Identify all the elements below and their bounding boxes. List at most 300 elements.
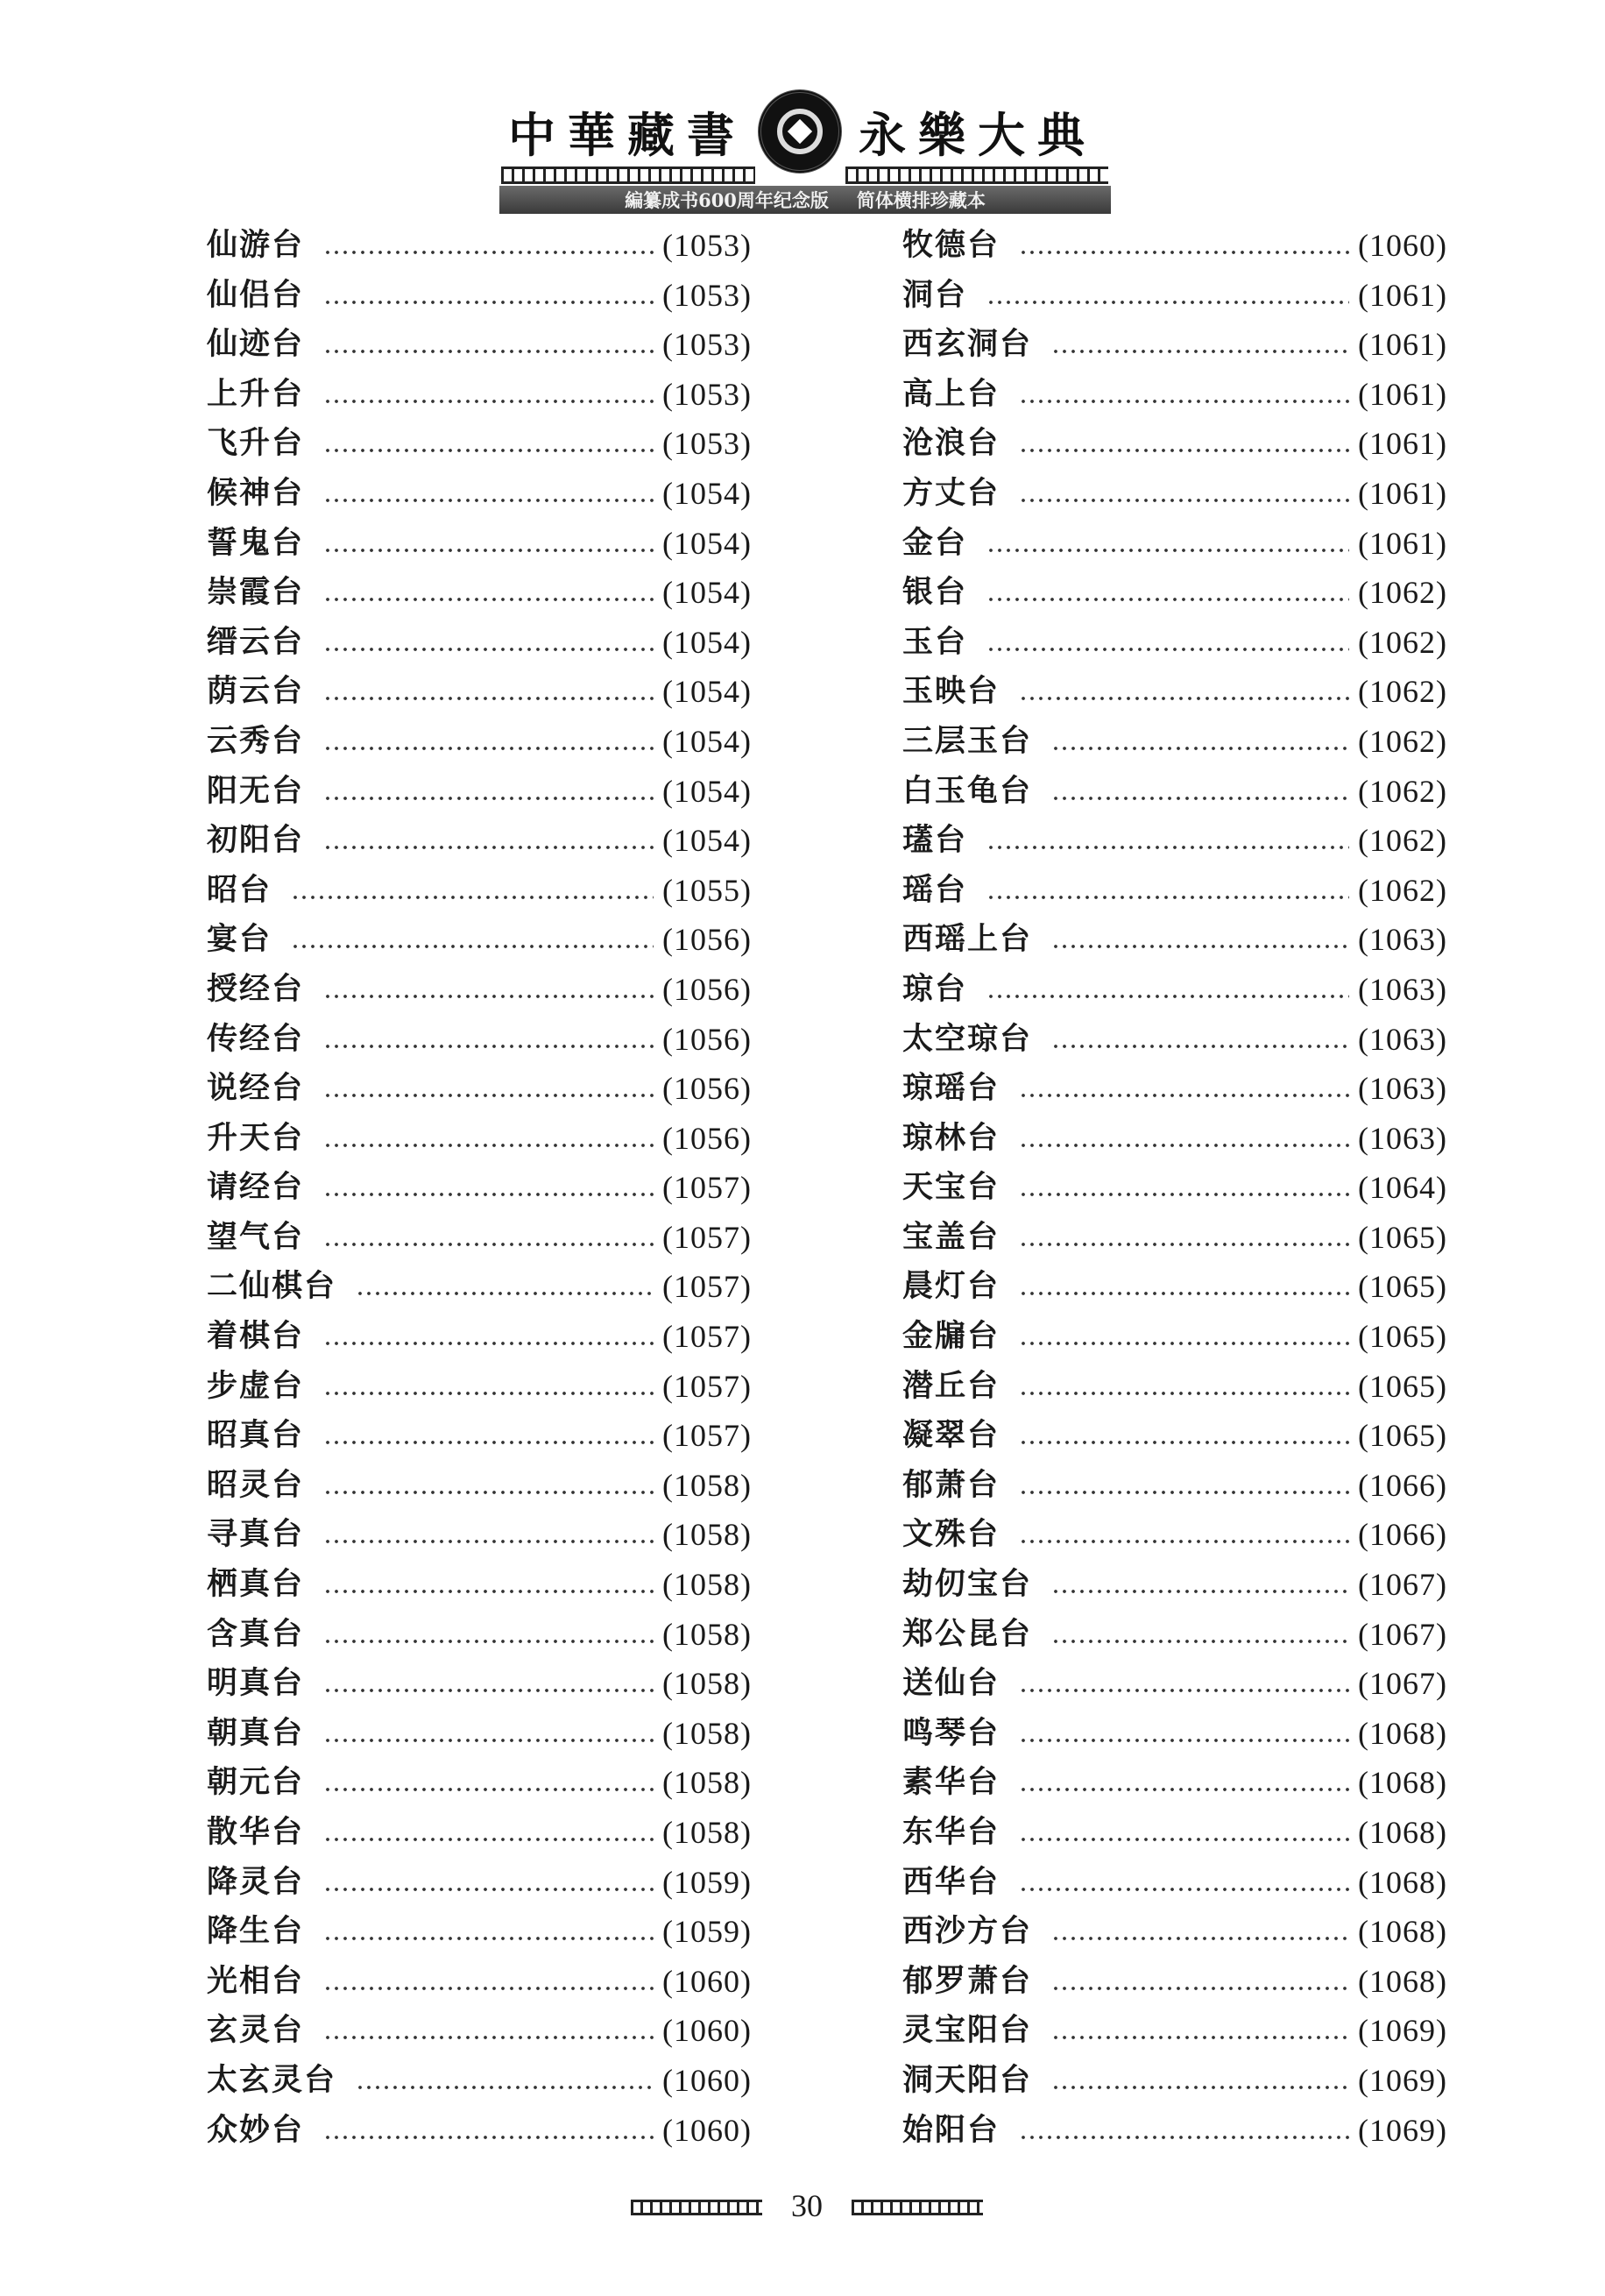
footer-fret-left <box>631 2200 762 2215</box>
index-entry <box>902 2006 1533 2056</box>
entry-page: (1057) <box>662 1368 752 1404</box>
entry-name: 升天台 <box>207 1119 305 1156</box>
entry-page: (1062) <box>1358 624 1447 660</box>
index-entry <box>902 1610 1533 1660</box>
entry-name: 高上台 <box>902 375 1000 412</box>
entry-page: (1065) <box>1358 1368 1447 1404</box>
index-column-right <box>902 221 1533 2155</box>
entry-page: (1061) <box>1358 327 1447 363</box>
index-entry <box>207 568 838 618</box>
entry-page: (1068) <box>1358 1765 1447 1801</box>
entry-name: 琼台 <box>902 970 968 1007</box>
entry-page: (1060) <box>662 2062 752 2098</box>
dot-leader <box>323 320 654 370</box>
index-entry <box>902 1312 1533 1362</box>
index-entry <box>902 1262 1533 1312</box>
footer-fret-right <box>852 2200 983 2215</box>
dot-leader <box>1019 667 1349 717</box>
index-entry <box>207 2006 838 2056</box>
entry-page: (1058) <box>662 1815 752 1850</box>
dot-leader <box>323 618 654 668</box>
entry-name: 西华台 <box>902 1863 1000 1900</box>
dot-leader <box>291 866 654 916</box>
entry-page: (1056) <box>662 1021 752 1057</box>
entry-name: 昭真台 <box>207 1417 305 1454</box>
index-entry <box>207 717 838 767</box>
index-entry <box>902 767 1533 817</box>
entry-page: (1069) <box>1358 2013 1447 2049</box>
dot-leader <box>356 1262 654 1312</box>
entry-page: (1057) <box>662 1170 752 1206</box>
entry-name: 郁罗萧台 <box>902 1962 1033 1999</box>
dot-leader <box>1051 2006 1349 2056</box>
entry-page: (1057) <box>662 1319 752 1355</box>
dot-leader <box>323 370 654 420</box>
entry-page: (1065) <box>1358 1418 1447 1454</box>
entry-name: 送仙台 <box>902 1665 1000 1702</box>
index-entry <box>207 1709 838 1759</box>
entry-name: 朝元台 <box>207 1764 305 1801</box>
index-entry <box>207 1758 838 1808</box>
entry-page: (1058) <box>662 1666 752 1702</box>
index-entry <box>207 2106 838 2156</box>
entry-page: (1062) <box>1358 723 1447 759</box>
entry-page: (1058) <box>662 1467 752 1503</box>
entry-page: (1053) <box>662 327 752 363</box>
entry-name: 说经台 <box>207 1070 305 1107</box>
entry-name: 栖真台 <box>207 1566 305 1603</box>
dot-leader <box>323 1858 654 1908</box>
index-entry <box>902 717 1533 767</box>
dot-leader <box>323 1610 654 1660</box>
dot-leader <box>1019 1312 1349 1362</box>
entry-name: 玉台 <box>902 623 968 660</box>
index-entry <box>207 1064 838 1114</box>
entry-name: 金台 <box>902 524 968 561</box>
dot-leader <box>323 419 654 469</box>
entry-name: 琼林台 <box>902 1119 1000 1156</box>
entry-page: (1053) <box>662 426 752 462</box>
entry-page: (1058) <box>662 1567 752 1603</box>
dot-leader <box>323 667 654 717</box>
entry-page: (1053) <box>662 376 752 412</box>
entry-name: 散华台 <box>207 1814 305 1850</box>
edition-banner <box>499 186 1111 214</box>
dot-leader <box>986 618 1349 668</box>
dot-leader <box>1051 915 1349 965</box>
fret-border-right <box>845 167 1108 184</box>
entry-name: 凝翠台 <box>902 1417 1000 1454</box>
dot-leader <box>323 1957 654 2007</box>
index-entry <box>207 767 838 817</box>
index-entry <box>902 1808 1533 1858</box>
index-entry <box>207 1907 838 1957</box>
index-entry <box>902 2056 1533 2106</box>
index-entry <box>902 568 1533 618</box>
dot-leader <box>1019 1858 1349 1908</box>
dot-leader <box>1019 1163 1349 1213</box>
dot-leader <box>323 1709 654 1759</box>
index-entry <box>207 1114 838 1164</box>
index-entry <box>207 1362 838 1412</box>
index-entry <box>207 1312 838 1362</box>
entry-name: 仙游台 <box>207 227 305 263</box>
entry-page: (1058) <box>662 1517 752 1553</box>
dot-leader <box>1051 1560 1349 1610</box>
entry-name: 昭台 <box>207 871 272 908</box>
entry-name: 降生台 <box>207 1913 305 1950</box>
dot-leader <box>323 519 654 569</box>
index-entry <box>207 1461 838 1511</box>
index-entry <box>902 271 1533 321</box>
index-entry <box>207 519 838 569</box>
entry-page: (1061) <box>1358 475 1447 511</box>
entry-name: 崇霞台 <box>207 574 305 611</box>
entry-page: (1068) <box>1358 1715 1447 1751</box>
entry-page: (1054) <box>662 723 752 759</box>
dot-leader <box>1019 1411 1349 1461</box>
dot-leader <box>323 1510 654 1560</box>
index-entry <box>207 469 838 519</box>
index-entry <box>902 519 1533 569</box>
dot-leader <box>323 1163 654 1213</box>
index-entry <box>207 1610 838 1660</box>
entry-page: (1065) <box>1358 1269 1447 1305</box>
dot-leader <box>323 221 654 271</box>
entry-name: 玉映台 <box>902 673 1000 710</box>
entry-page: (1069) <box>1358 2062 1447 2098</box>
dot-leader <box>1019 1213 1349 1263</box>
dot-leader <box>1051 320 1349 370</box>
entry-page: (1068) <box>1358 1963 1447 1999</box>
entry-name: 降灵台 <box>207 1863 305 1900</box>
entry-name: 西瑶上台 <box>902 921 1033 958</box>
entry-name: 请经台 <box>207 1169 305 1206</box>
entry-name: 西沙方台 <box>902 1913 1033 1950</box>
entry-name: 朝真台 <box>207 1714 305 1751</box>
entry-page: (1068) <box>1358 1914 1447 1950</box>
entry-page: (1054) <box>662 823 752 859</box>
entry-name: 飞升台 <box>207 425 305 462</box>
dot-leader <box>1019 370 1349 420</box>
dot-leader <box>986 965 1349 1015</box>
dot-leader <box>1019 1114 1349 1164</box>
entry-name: 望气台 <box>207 1218 305 1255</box>
entry-page: (1054) <box>662 475 752 511</box>
entry-page: (1059) <box>662 1864 752 1900</box>
index-entry <box>207 1858 838 1908</box>
entry-name: 仙迹台 <box>207 326 305 363</box>
entry-page: (1066) <box>1358 1467 1447 1503</box>
index-entry <box>902 1907 1533 1957</box>
dot-leader <box>323 1461 654 1511</box>
entry-page: (1054) <box>662 773 752 809</box>
index-entry <box>207 1659 838 1709</box>
index-entry <box>902 469 1533 519</box>
entry-page: (1061) <box>1358 426 1447 462</box>
entry-name: 劫仞宝台 <box>902 1566 1033 1603</box>
index-entry <box>902 1858 1533 1908</box>
entry-page: (1057) <box>662 1219 752 1255</box>
entry-name: 步虚台 <box>207 1367 305 1404</box>
edition-subtitle: 简体横排珍藏本 <box>856 189 986 211</box>
entry-page: (1066) <box>1358 1517 1447 1553</box>
entry-name: 银台 <box>902 574 968 611</box>
dot-leader <box>1019 1510 1349 1560</box>
index-entry <box>207 221 838 271</box>
index-entry <box>207 419 838 469</box>
entry-page: (1058) <box>662 1765 752 1801</box>
entry-name: 灵宝阳台 <box>902 2012 1033 2049</box>
entry-page: (1058) <box>662 1616 752 1652</box>
index-entry <box>902 370 1533 420</box>
dot-leader <box>323 271 654 321</box>
entry-name: 上升台 <box>207 375 305 412</box>
entry-name: 晨灯台 <box>902 1268 1000 1305</box>
dot-leader <box>323 2006 654 2056</box>
dot-leader <box>323 1362 654 1412</box>
entry-name: 玄灵台 <box>207 2012 305 2049</box>
index-entry <box>902 1362 1533 1412</box>
entry-page: (1068) <box>1358 1864 1447 1900</box>
dot-leader <box>323 1213 654 1263</box>
dot-leader <box>356 2056 654 2106</box>
entry-page: (1057) <box>662 1269 752 1305</box>
entry-page: (1056) <box>662 922 752 958</box>
index-entry <box>902 866 1533 916</box>
entry-name: 光相台 <box>207 1962 305 1999</box>
entry-name: 琼瑶台 <box>902 1070 1000 1107</box>
dot-leader <box>1019 1758 1349 1808</box>
entry-name: 瑶台 <box>902 871 968 908</box>
entry-page: (1062) <box>1358 575 1447 611</box>
index-entry <box>902 1114 1533 1164</box>
entry-name: 洞台 <box>902 276 968 313</box>
index-entry <box>207 1015 838 1065</box>
entry-name: 洞天阳台 <box>902 2061 1033 2098</box>
dot-leader <box>323 1312 654 1362</box>
dot-leader <box>1051 2056 1349 2106</box>
index-entry <box>207 2056 838 2106</box>
dot-leader <box>323 1808 654 1858</box>
entry-page: (1062) <box>1358 674 1447 710</box>
index-entry <box>902 1957 1533 2007</box>
dot-leader <box>1019 469 1349 519</box>
entry-name: 宴台 <box>207 921 272 958</box>
edition-label: 編纂成书600周年纪念版 <box>625 189 829 211</box>
index-entry <box>207 816 838 866</box>
entry-name: 初阳台 <box>207 822 305 859</box>
coin-emblem-icon <box>758 89 842 174</box>
entry-page: (1056) <box>662 1120 752 1156</box>
dot-leader <box>1019 1709 1349 1759</box>
entry-name: 二仙棋台 <box>207 1268 337 1305</box>
entry-name: 瓂台 <box>902 822 968 859</box>
page-header <box>491 88 1113 211</box>
dot-leader <box>986 519 1349 569</box>
entry-page: (1060) <box>662 2112 752 2148</box>
index-entry <box>207 618 838 668</box>
entry-name: 仙侣台 <box>207 276 305 313</box>
index-entry <box>207 320 838 370</box>
entry-page: (1068) <box>1358 1815 1447 1850</box>
entry-page: (1065) <box>1358 1319 1447 1355</box>
entry-name: 候神台 <box>207 474 305 511</box>
entry-name: 太玄灵台 <box>207 2061 337 2098</box>
entry-page: (1062) <box>1358 823 1447 859</box>
entry-page: (1057) <box>662 1418 752 1454</box>
dot-leader <box>323 1411 654 1461</box>
entry-name: 沧浪台 <box>902 425 1000 462</box>
dot-leader <box>1019 419 1349 469</box>
entry-page: (1055) <box>662 872 752 908</box>
entry-page: (1054) <box>662 525 752 561</box>
index-entry <box>902 1015 1533 1065</box>
entry-page: (1067) <box>1358 1567 1447 1603</box>
entry-page: (1069) <box>1358 2112 1447 2148</box>
entry-page: (1062) <box>1358 773 1447 809</box>
index-entry <box>902 1163 1533 1213</box>
index-entry <box>902 816 1533 866</box>
entry-name: 方丈台 <box>902 474 1000 511</box>
dot-leader <box>323 1560 654 1610</box>
dot-leader <box>323 1758 654 1808</box>
entry-name: 着棋台 <box>207 1318 305 1355</box>
index-entry <box>902 1510 1533 1560</box>
index-entry <box>207 1510 838 1560</box>
index-entry <box>207 1560 838 1610</box>
dot-leader <box>1019 1461 1349 1511</box>
entry-page: (1061) <box>1358 525 1447 561</box>
dot-leader <box>1051 1015 1349 1065</box>
entry-page: (1053) <box>662 277 752 313</box>
dot-leader <box>1051 1610 1349 1660</box>
entry-name: 云秀台 <box>207 722 305 759</box>
entry-page: (1056) <box>662 971 752 1007</box>
index-entry <box>902 1709 1533 1759</box>
index-entry <box>207 1411 838 1461</box>
dot-leader <box>323 717 654 767</box>
index-entry <box>902 965 1533 1015</box>
index-entry <box>902 320 1533 370</box>
entry-name: 素华台 <box>902 1764 1000 1801</box>
entry-name: 太空琼台 <box>902 1020 1033 1057</box>
index-entry <box>207 1808 838 1858</box>
entry-name: 明真台 <box>207 1665 305 1702</box>
dot-leader <box>323 469 654 519</box>
index-entry <box>902 419 1533 469</box>
entry-name: 宝盖台 <box>902 1218 1000 1255</box>
dot-leader <box>1019 2106 1349 2156</box>
index-entry <box>902 667 1533 717</box>
entry-page: (1060) <box>1358 228 1447 263</box>
dot-leader <box>1019 1064 1349 1114</box>
index-entry <box>902 221 1533 271</box>
entry-page: (1063) <box>1358 1071 1447 1107</box>
dot-leader <box>1019 1808 1349 1858</box>
dot-leader <box>323 1659 654 1709</box>
dot-leader <box>323 965 654 1015</box>
entry-name: 传经台 <box>207 1020 305 1057</box>
entry-page: (1061) <box>1358 277 1447 313</box>
entry-name: 郁萧台 <box>902 1466 1000 1503</box>
index-entry <box>902 1659 1533 1709</box>
entry-page: (1061) <box>1358 376 1447 412</box>
entry-page: (1054) <box>662 624 752 660</box>
dot-leader <box>1019 1362 1349 1412</box>
series-title: 中華藏書 <box>508 107 746 163</box>
entry-name: 东华台 <box>902 1814 1000 1850</box>
entry-name: 含真台 <box>207 1615 305 1652</box>
entry-name: 白玉龟台 <box>902 772 1033 809</box>
index-entry <box>902 1411 1533 1461</box>
dot-leader <box>986 568 1349 618</box>
dot-leader <box>1051 767 1349 817</box>
entry-page: (1058) <box>662 1715 752 1751</box>
dot-leader <box>1019 1262 1349 1312</box>
index-entry <box>902 1064 1533 1114</box>
dot-leader <box>1051 1957 1349 2007</box>
dot-leader <box>323 2106 654 2156</box>
index-entry <box>902 1461 1533 1511</box>
page-number: 30 <box>791 2188 823 2223</box>
dot-leader <box>323 767 654 817</box>
entry-page: (1062) <box>1358 872 1447 908</box>
entry-name: 金牖台 <box>902 1318 1000 1355</box>
entry-page: (1060) <box>662 2013 752 2049</box>
entry-page: (1067) <box>1358 1666 1447 1702</box>
index-entry <box>207 370 838 420</box>
entry-page: (1067) <box>1358 1616 1447 1652</box>
dot-leader <box>323 1015 654 1065</box>
index-entry <box>207 667 838 717</box>
dot-leader <box>986 816 1349 866</box>
index-entry <box>207 1163 838 1213</box>
entry-name: 天宝台 <box>902 1169 1000 1206</box>
dot-leader <box>986 271 1349 321</box>
entry-name: 牧德台 <box>902 227 1000 263</box>
dot-leader <box>323 568 654 618</box>
entry-name: 文殊台 <box>902 1516 1000 1553</box>
entry-name: 缙云台 <box>207 623 305 660</box>
entry-page: (1060) <box>662 1963 752 1999</box>
index-column-left <box>207 221 838 2155</box>
entry-page: (1059) <box>662 1914 752 1950</box>
entry-page: (1064) <box>1358 1170 1447 1206</box>
index-entry <box>207 1957 838 2007</box>
entry-page: (1063) <box>1358 971 1447 1007</box>
index-entry <box>902 1560 1533 1610</box>
dot-leader <box>323 1064 654 1114</box>
index-entry <box>902 618 1533 668</box>
entry-page: (1056) <box>662 1071 752 1107</box>
dot-leader <box>291 915 654 965</box>
entry-page: (1065) <box>1358 1219 1447 1255</box>
dot-leader <box>1019 221 1349 271</box>
entry-page: (1063) <box>1358 1021 1447 1057</box>
entry-name: 西玄洞台 <box>902 326 1033 363</box>
index-entry <box>902 1758 1533 1808</box>
dot-leader <box>1019 1659 1349 1709</box>
index-entry <box>207 1262 838 1312</box>
entry-page: (1054) <box>662 674 752 710</box>
index-entry <box>207 915 838 965</box>
entry-name: 授经台 <box>207 970 305 1007</box>
entry-name: 潜丘台 <box>902 1367 1000 1404</box>
dot-leader <box>323 1907 654 1957</box>
book-title: 永樂大典 <box>859 107 1097 163</box>
entry-page: (1054) <box>662 575 752 611</box>
